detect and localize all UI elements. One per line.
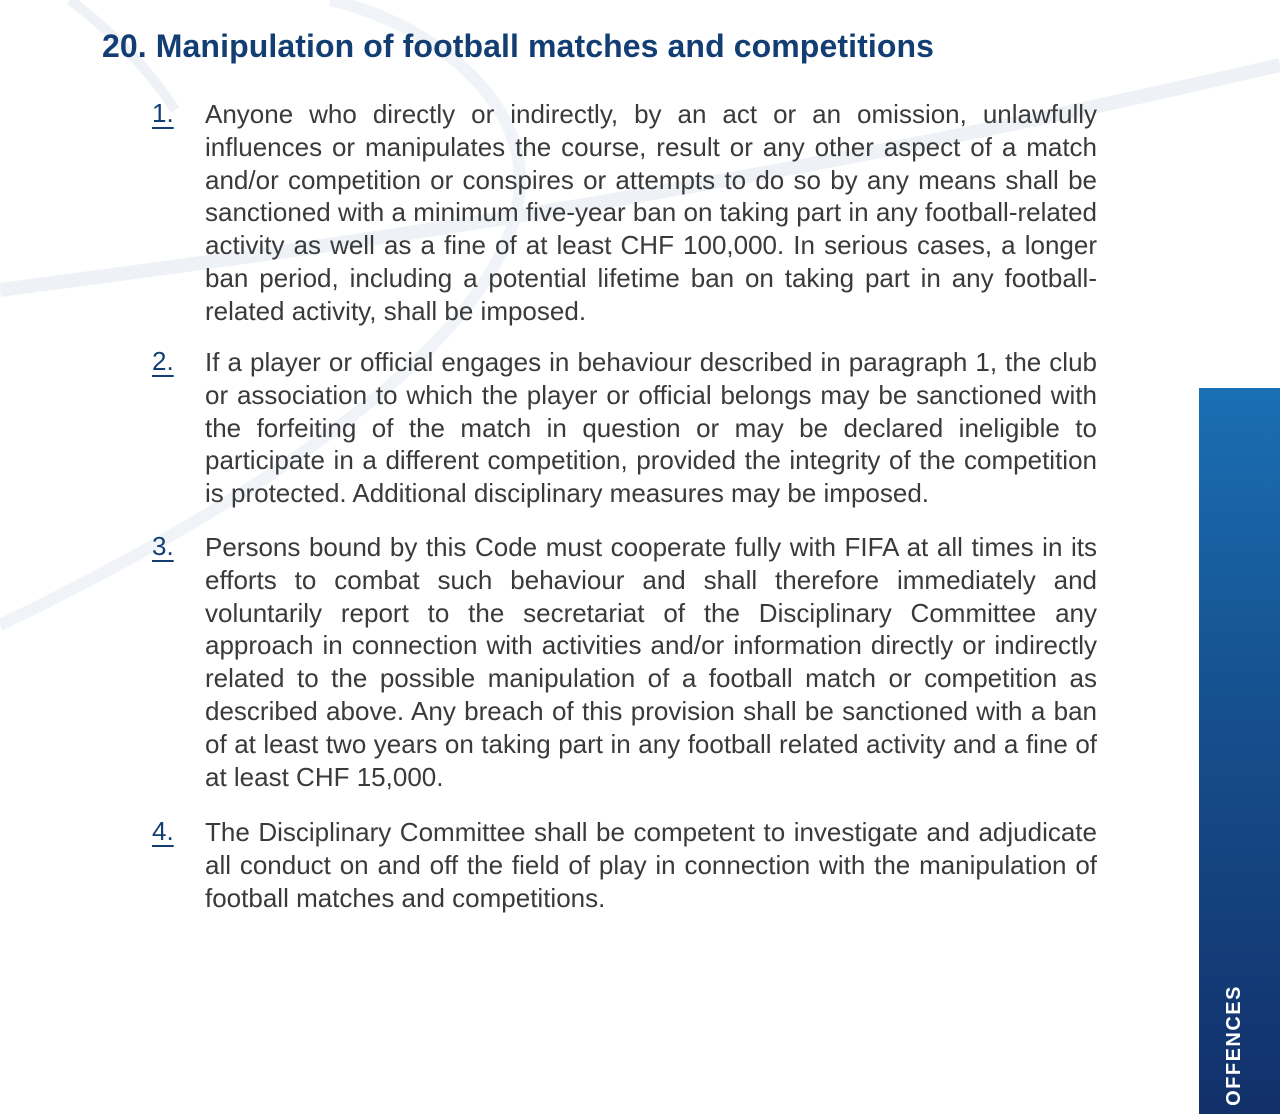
clause-number: 1.	[152, 98, 174, 128]
side-tab-label: OFFENCES	[1223, 985, 1245, 1106]
clause-number: 4.	[152, 816, 174, 846]
clause-text: Persons bound by this Code must cooperate fully with FIFA at all times in its efforts to combat such behaviour and shall therefore immediately and voluntarily report to the secretariat of the Disciplinary Committee any approach in connection with activities and/or information directly or indirectly related to the possible manipulation of a football match or competition as described above. Any breach of this provision shall be sanctioned with a ban of at least two years on taking part in any football related activity and a fine of at least CHF 15,000.	[205, 532, 1097, 792]
section-side-tab[interactable]	[1199, 388, 1280, 1114]
clause-number: 2.	[152, 346, 174, 376]
clause-number: 3.	[152, 531, 174, 561]
clause-text: The Disciplinary Committee shall be competent to investigate and adjudicate all conduct on and off the field of play in connection with the manipulation of football matches and competitions.	[205, 817, 1097, 913]
clause-text: If a player or official engages in behaviour described in paragraph 1, the club or association to which the player or official belongs may be sanctioned with the forfeiting of the match in question or may be declared ineligible to participate in a different competition, provided the integrity of the competition is protected. Additional disciplinary measures may be imposed.	[205, 347, 1097, 509]
clause-text: Anyone who directly or indirectly, by an act or an omission, unlawfully influences or manipulates the course, result or any other aspect of a match and/or competition or conspires or attempts to do so by any means shall be sanctioned with a minimum five-year ban on taking part in any football-related activity as well as a fine of at least CHF 100,000. In serious cases, a longer ban period, including a potential lifetime ban on taking part in any football-related activity, shall be imposed.	[205, 99, 1097, 326]
section-heading: 20. Manipulation of football matches and competitions	[102, 28, 935, 64]
